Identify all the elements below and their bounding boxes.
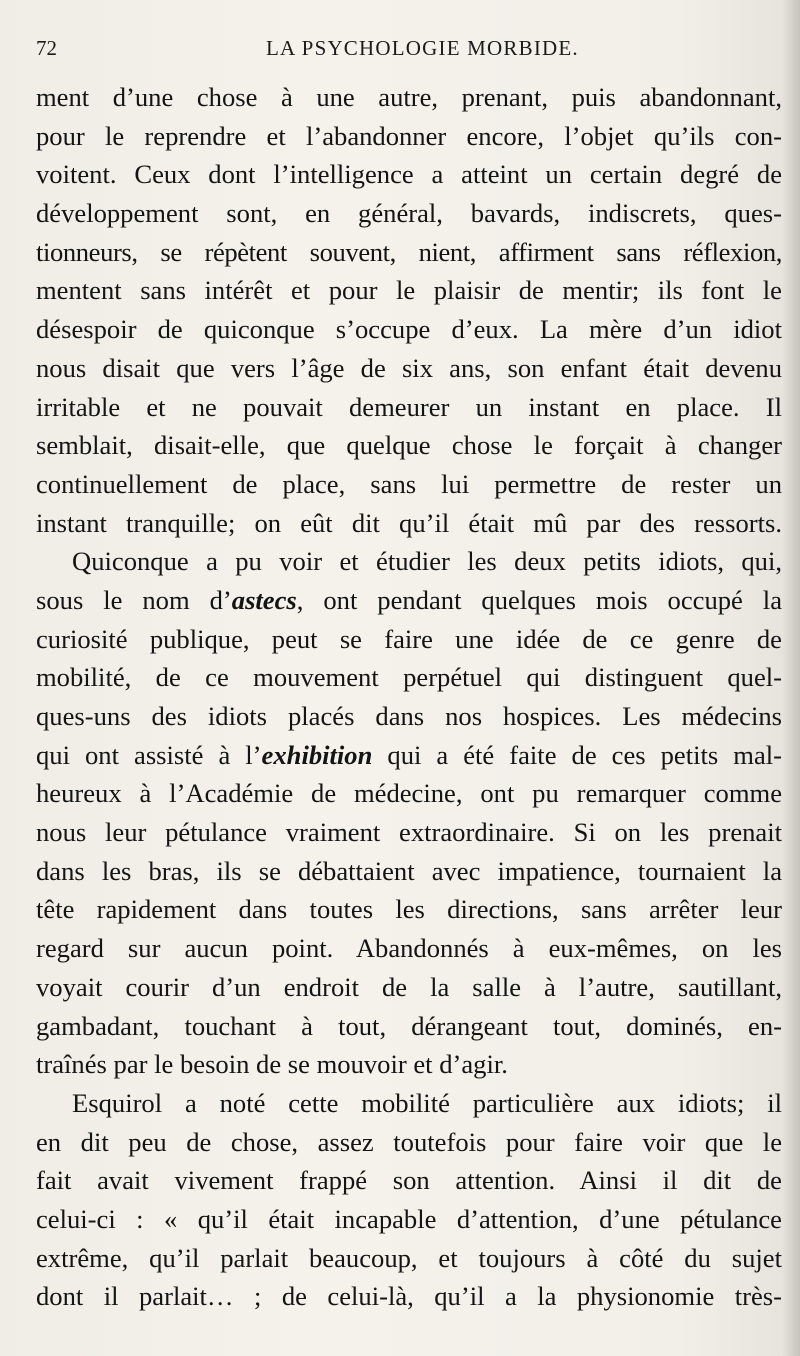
text-line: heureux à l’Académie de médecine, ont pu remarquer comme [36, 778, 782, 809]
text-line: ment d’une chose à une autre, prenant, puis abandonnant, [36, 82, 782, 112]
page-edge-shadow [782, 0, 800, 1356]
text-line: continuellement de place, sans lui permettre de rester un [36, 468, 782, 499]
text-segment: sous le nom d’ [36, 584, 232, 615]
text-line: en dit peu de chose, assez toutefois pour faire voir que le [36, 1126, 782, 1157]
text-line: dont il parlait… ; de celui-là, qu’il a la physionomie très- [36, 1281, 782, 1312]
text-line: dans les bras, ils se débattaient avec impatience, tournaient la [36, 855, 782, 886]
paragraph-end-line: traînés par le besoin de se mouvoir et d’agir. [36, 1049, 508, 1080]
text-line: curiosité publique, peut se faire une idée de ce genre de [36, 623, 782, 654]
text-line: pour le reprendre et l’abandonner encore, l’objet qu’ils con- [36, 120, 782, 151]
text-line: extrême, qu’il parlait beaucoup, et toujours à côté du sujet [36, 1242, 782, 1273]
running-head: LA PSYCHOLOGIE MORBIDE. [266, 36, 579, 60]
text-line: instant tranquille; on eût dit qu’il était mû par des ressorts. [36, 507, 782, 538]
text-line: celui-ci : « qu’il était incapable d’attention, d’une pétulance [36, 1203, 782, 1234]
text-line: mentent sans intérêt et pour le plaisir de mentir; ils font le [36, 275, 782, 306]
text-line: tête rapidement dans toutes les directions, sans arrêter leur [36, 894, 782, 925]
italic-term: exhibition [261, 739, 373, 770]
text-line: mobilité, de ce mouvement perpétuel qui distinguent quel- [36, 662, 782, 693]
text-line: regard sur aucun point. Abandonnés à eux-mêmes, on les [36, 933, 782, 964]
text-line: fait avait vivement frappé son attention. Ainsi il dit de [36, 1165, 782, 1196]
page-header [36, 34, 776, 64]
paragraph-start-line: Quiconque a pu voir et étudier les deux petits idiots, qui, [72, 546, 782, 577]
text-segment: qui a été faite de ces petits mal- [372, 739, 782, 770]
text-segment: , ont pendant quelques mois occupé la [296, 584, 782, 615]
text-line: développement sont, en général, bavards, indiscrets, ques- [36, 198, 782, 229]
text-line: voyait courir d’un endroit de la salle à l’autre, sautillant, [36, 971, 782, 1002]
text-line: semblait, disait-elle, que quelque chose le forçait à changer [36, 430, 782, 461]
text-line: nous disait que vers l’âge de six ans, son enfant était devenu [36, 352, 782, 383]
text-line: désespoir de quiconque s’occupe d’eux. La mère d’un idiot [36, 314, 782, 345]
text-line: nous leur pétulance vraiment extraordinaire. Si on les prenait [36, 817, 782, 848]
italic-term: astecs [231, 584, 297, 615]
text-line [36, 581, 782, 620]
text-line: voitent. Ceux dont l’intelligence a atteint un certain degré de [36, 159, 782, 190]
text-line: irritable et ne pouvait demeurer un instant en place. Il [36, 391, 782, 422]
text-line [36, 736, 782, 775]
text-segment: qui ont assisté à l’ [36, 739, 262, 770]
text-line: tionneurs, se répètent souvent, nient, affirment sans réflexion, [36, 236, 782, 267]
paragraph-start-line: Esquirol a noté cette mobilité particulière aux idiots; il [72, 1087, 782, 1118]
text-line: ques-uns des idiots placés dans nos hospices. Les médecins [36, 701, 782, 731]
text-line: gambadant, touchant à tout, dérangeant tout, dominés, en- [36, 1010, 782, 1041]
page-number: 72 [36, 36, 57, 60]
body-text [36, 78, 782, 1316]
